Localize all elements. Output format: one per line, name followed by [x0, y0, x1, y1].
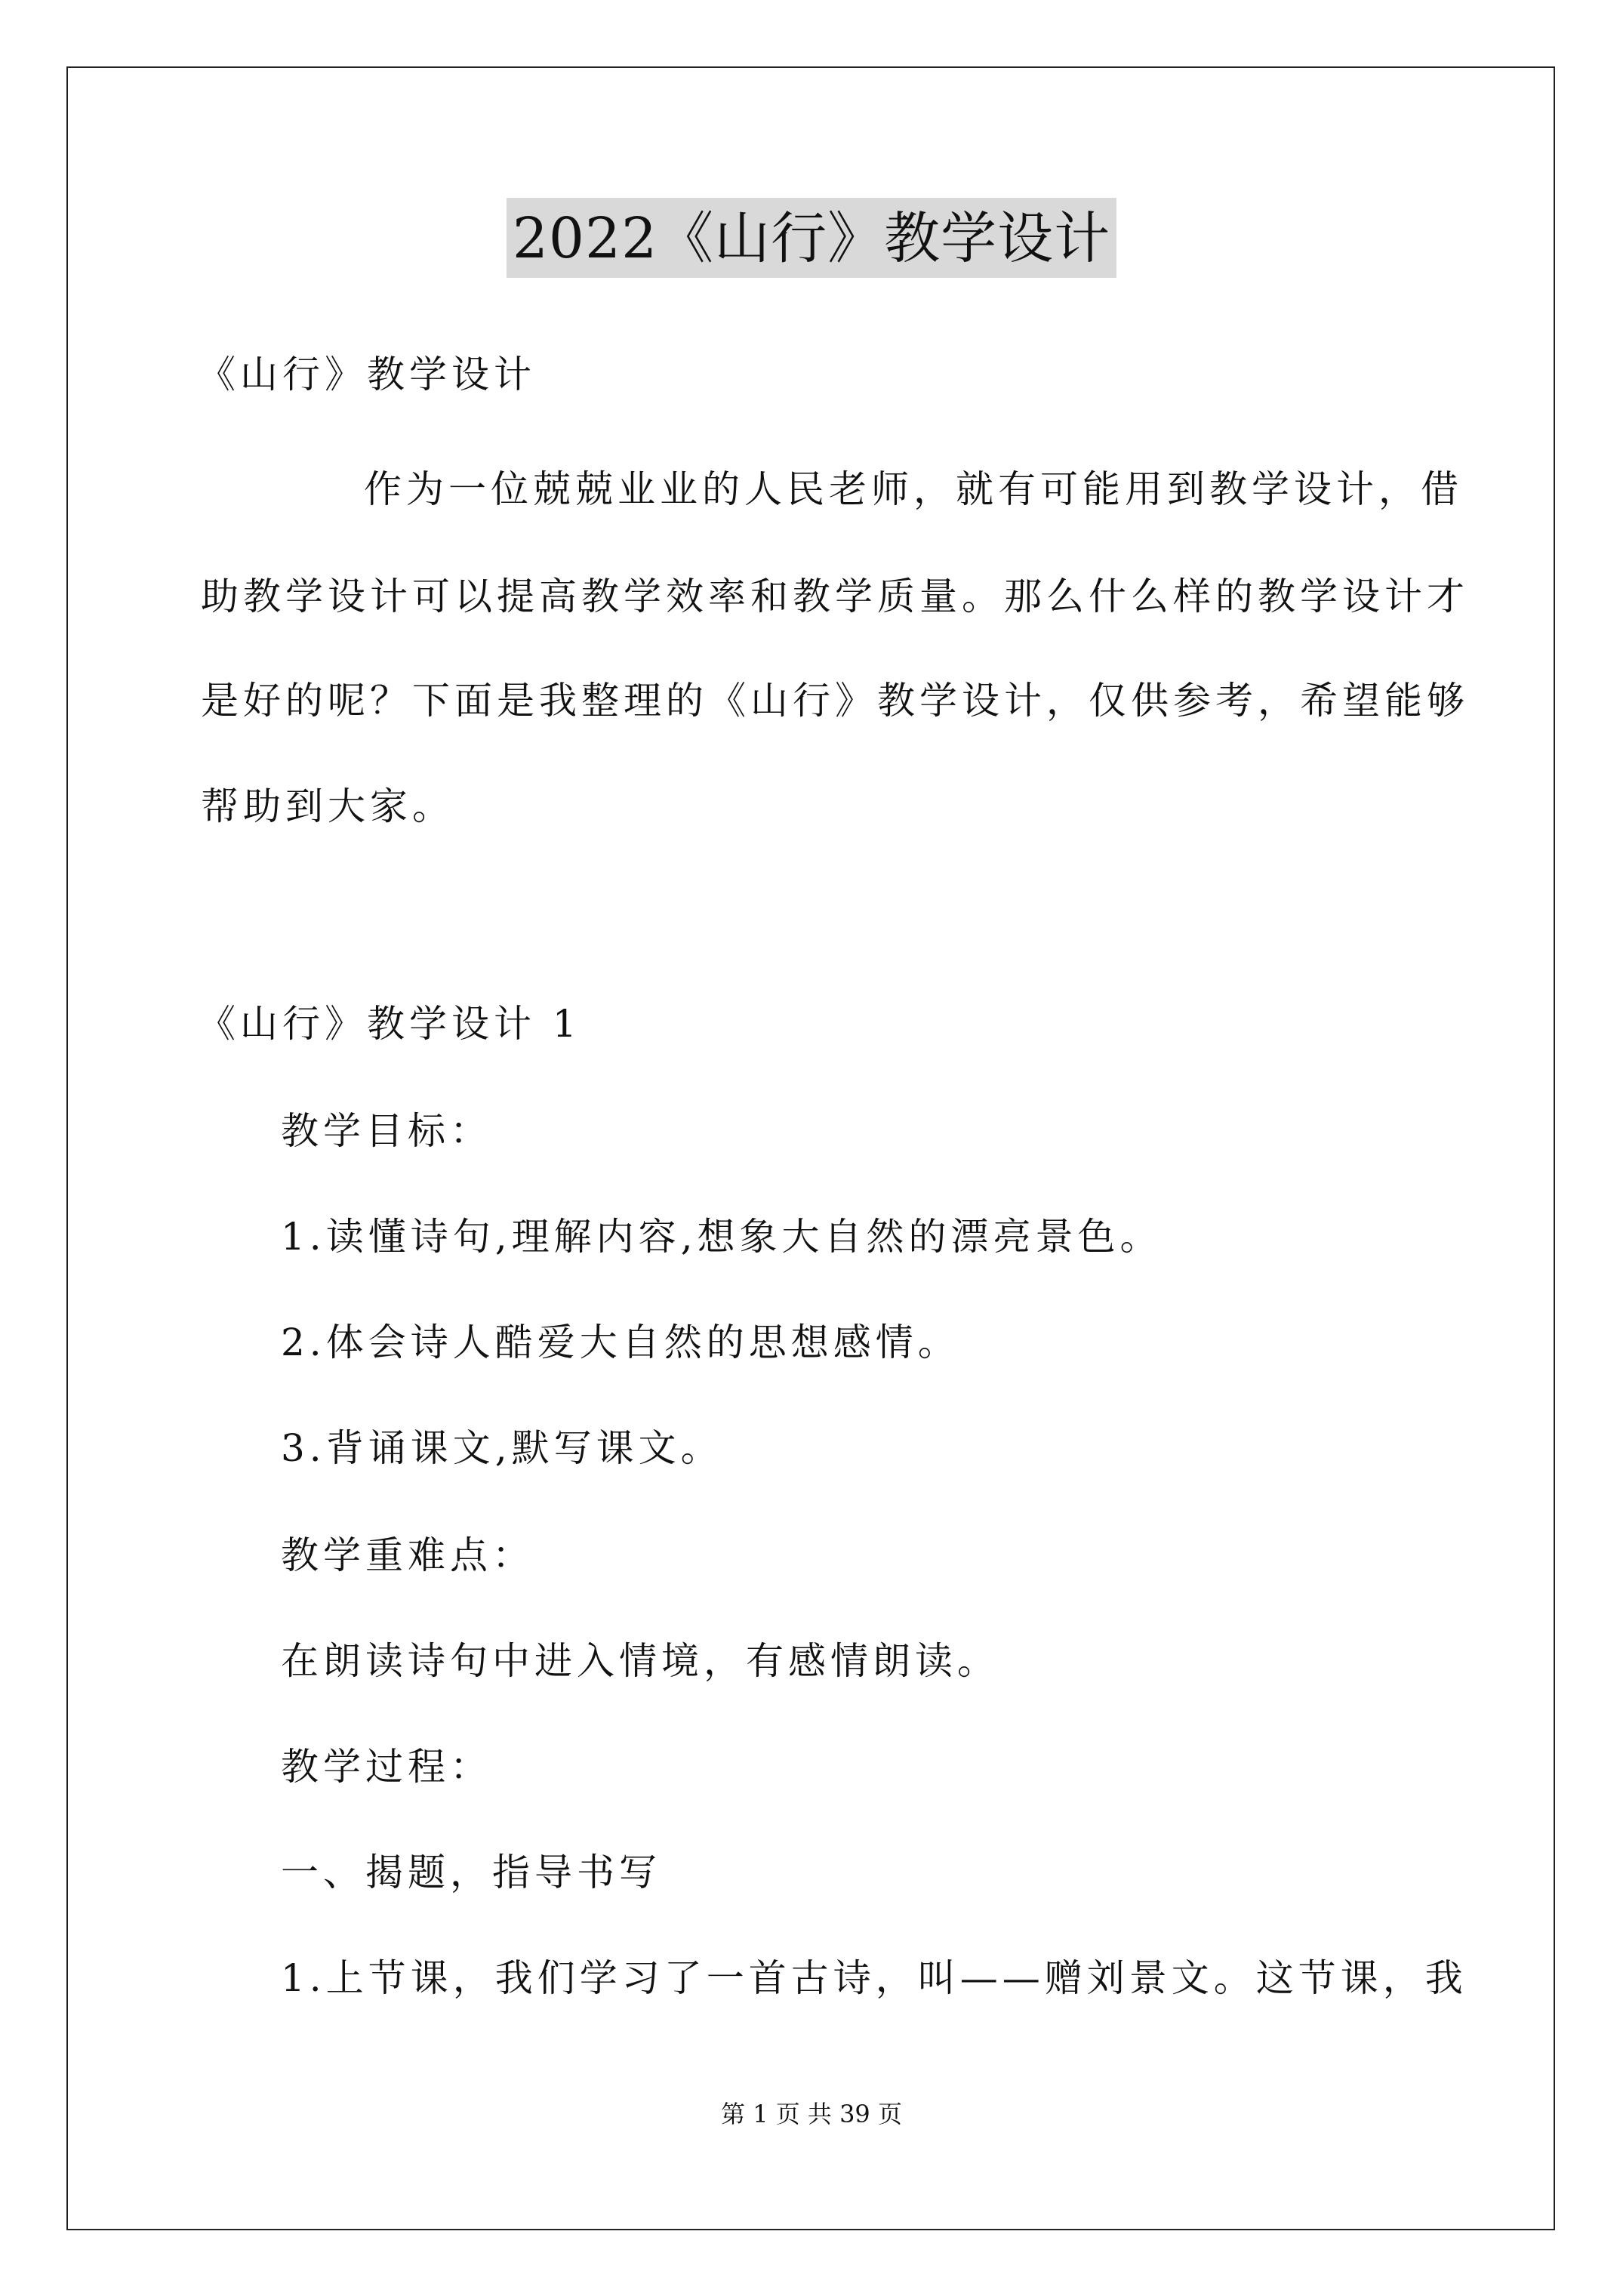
page-footer: 第 1 页 共 39 页: [721, 2100, 902, 2128]
difficulty-text: 在朗读诗句中进入情境，有感情朗读。: [281, 1639, 999, 1683]
title-container: [0, 198, 1623, 278]
intro-line-3: 是好的呢？下面是我整理的《山行》教学设计，仅供参考，希望能够: [201, 679, 1469, 723]
intro-line-4: 帮助到大家。: [201, 784, 454, 828]
goals-heading: 教学目标：: [281, 1109, 492, 1153]
difficulty-heading: 教学重难点：: [281, 1533, 534, 1577]
intro-line-2: 助教学设计可以提高教学效率和教学质量。那么什么样的教学设计才: [201, 575, 1469, 618]
step-one-heading: 一、揭题，指导书写: [281, 1851, 661, 1894]
process-heading: 教学过程：: [281, 1745, 492, 1789]
intro-line-1: 作为一位兢兢业业的人民老师，就有可能用到教学设计，借: [364, 467, 1463, 511]
step-one-text: 1.上节课，我们学习了一首古诗，叫——赠刘景文。这节课，我: [281, 1956, 1467, 2000]
goal-item-3: 3.背诵课文,默写课文。: [281, 1426, 723, 1470]
section-heading: 《山行》教学设计 1: [198, 1002, 581, 1046]
goal-item-1: 1.读懂诗句,理解内容,想象大自然的漂亮景色。: [281, 1215, 1163, 1259]
document-title: 2022《山行》教学设计: [507, 198, 1116, 278]
document-subtitle: 《山行》教学设计: [198, 353, 536, 396]
goal-item-2: 2.体会诗人酷爱大自然的思想感情。: [281, 1321, 960, 1364]
